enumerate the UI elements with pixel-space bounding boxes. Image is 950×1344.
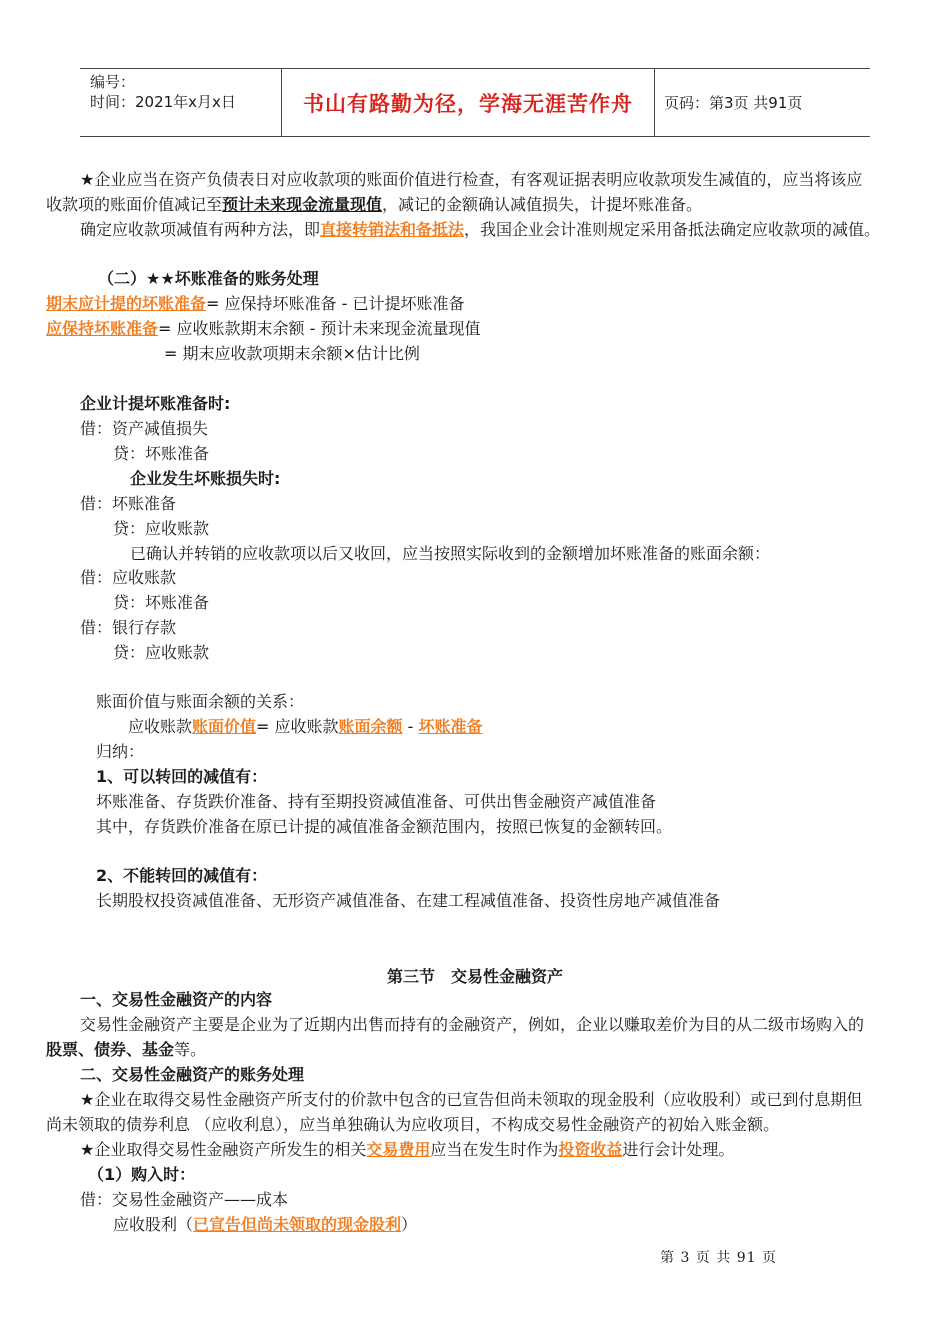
summary-label: 归纳： — [96, 742, 145, 761]
section-3-para-2-line-1: ★企业在取得交易性金融资产所支付的价款中包含的已宣告但尚未领取的现金股利（应收股利）或已到付息期但 — [80, 1090, 863, 1109]
summary-1-line-1: 坏账准备、存货跌价准备、持有至期投资减值准备、可供出售金融资产减值准备 — [96, 792, 657, 811]
section-2-title: （二）★★坏账准备的账务处理 — [98, 269, 319, 288]
para-text: ★企业取得交易性金融资产所发生的相关 — [80, 1140, 367, 1159]
entry-debit: 借：应收账款 — [80, 568, 177, 587]
summary-1-title: 1、可以转回的减值有： — [96, 767, 268, 786]
page-footer: 第 3 页 共 91 页 — [660, 1250, 777, 1266]
intro-emphasis: 预计未来现金流量现值 — [222, 195, 383, 214]
header-motto: 书山有路勤为径，学海无涯苦作舟 — [282, 69, 655, 136]
entry-debit: 借：银行存款 — [80, 618, 177, 637]
section-3-heading-2: 二、交易性金融资产的账务处理 — [80, 1065, 305, 1084]
formula-1 — [46, 293, 464, 315]
intro-highlight: 直接转销法和备抵法 — [320, 220, 465, 239]
relation-text: - — [402, 717, 419, 736]
header-page-label: 页码：第3页 共91页 — [664, 94, 803, 112]
section-3-para-1-line-2 — [46, 1039, 206, 1061]
section-3-heading-1: 一、交易性金融资产的内容 — [80, 990, 273, 1009]
formula-term: 期末应计提的坏账准备 — [46, 294, 207, 313]
formula-3: = 期末应收款项期末余额×估计比例 — [164, 344, 420, 363]
date-label: 时间：2021年x月x日 — [90, 93, 236, 111]
section-3-title: 第三节 交易性金融资产 — [386, 967, 563, 986]
formula-expr: = 应收账款期末余额 - 预计未来现金流量现值 — [158, 319, 481, 338]
summary-1-line-2: 其中，存货跌价准备在原已计提的减值准备金额范围内，按照已恢复的金额转回。 — [96, 817, 673, 836]
entries-note: 已确认并转销的应收款项以后又收回，应当按照实际收到的金额增加坏账准备的账面余额： — [130, 544, 771, 563]
section-3-para-3 — [80, 1139, 734, 1161]
summary-2-line-1: 长期股权投资减值准备、无形资产减值准备、在建工程减值准备、投资性房地产减值准备 — [96, 891, 721, 910]
para-highlight: 投资收益 — [558, 1140, 623, 1159]
para-text: 应当在发生时作为 — [430, 1140, 559, 1159]
para-emphasis: 股票、债券、基金 — [46, 1040, 175, 1059]
relation-title: 账面价值与账面余额的关系： — [96, 692, 305, 711]
intro-text: 确定应收款项减值有两种方法，即 — [80, 220, 321, 239]
section-3-heading-3: （1）购入时： — [88, 1165, 196, 1184]
intro-line-2 — [46, 194, 702, 216]
para-highlight: 交易费用 — [366, 1140, 431, 1159]
entry-credit: 贷：应收账款 — [113, 643, 210, 662]
entry-highlight: 已宣告但尚未领取的现金股利 — [193, 1215, 402, 1234]
number-label: 编号： — [90, 73, 136, 91]
page-header — [80, 68, 870, 137]
intro-line-1: ★企业应当在资产负债表日对应收款项的账面价值进行检查，有客观证据表明应收款项发生减值的，应当将该应 — [80, 170, 863, 189]
formula-expr: = 应保持坏账准备 - 已计提坏账准备 — [206, 294, 465, 313]
formula-term: 应保持坏账准备 — [46, 319, 159, 338]
relation-highlight: 账面价值 — [192, 717, 257, 736]
entry-text: 应收股利（ — [113, 1215, 194, 1234]
intro-text: ，我国企业会计准则规定采用备抵法确定应收款项的减值。 — [464, 220, 881, 239]
entries-heading-2: 企业发生坏账损失时: — [130, 469, 281, 488]
intro-text: ，减记的金额确认减值损失，计提坏账准备。 — [382, 195, 703, 214]
entry-credit: 贷：坏账准备 — [113, 444, 210, 463]
intro-line-3 — [80, 219, 880, 241]
relation-text: 应收账款 — [128, 717, 193, 736]
entry-text: ） — [401, 1215, 418, 1234]
relation-text: = 应收账款 — [256, 717, 339, 736]
entry-line — [113, 1214, 417, 1236]
entries-heading-1: 企业计提坏账准备时: — [80, 394, 231, 413]
para-text: 等。 — [174, 1040, 207, 1059]
formula-2 — [46, 318, 480, 340]
para-text: 进行会计处理。 — [622, 1140, 735, 1159]
relation-highlight: 账面余额 — [338, 717, 403, 736]
entry-credit: 贷：坏账准备 — [113, 593, 210, 612]
entry-debit: 借：交易性金融资产——成本 — [80, 1190, 289, 1209]
relation-formula — [128, 716, 483, 738]
relation-highlight: 坏账准备 — [418, 717, 483, 736]
intro-text: 收款项的账面价值减记至 — [46, 195, 223, 214]
entry-debit: 借：资产减值损失 — [80, 419, 209, 438]
summary-2-title: 2、不能转回的减值有： — [96, 866, 268, 885]
section-3-para-2-line-2: 尚未领取的债券利息 （应收利息），应当单独确认为应收项目，不构成交易性金融资产的初始入账金额。 — [46, 1115, 780, 1134]
header-meta — [80, 69, 282, 136]
section-3-para-1-line-1: 交易性金融资产主要是企业为了近期内出售而持有的金融资产，例如，企业以赚取差价为目的从二级市场购入的 — [80, 1015, 865, 1034]
entry-credit: 贷：应收账款 — [113, 519, 210, 538]
entry-debit: 借：坏账准备 — [80, 494, 177, 513]
